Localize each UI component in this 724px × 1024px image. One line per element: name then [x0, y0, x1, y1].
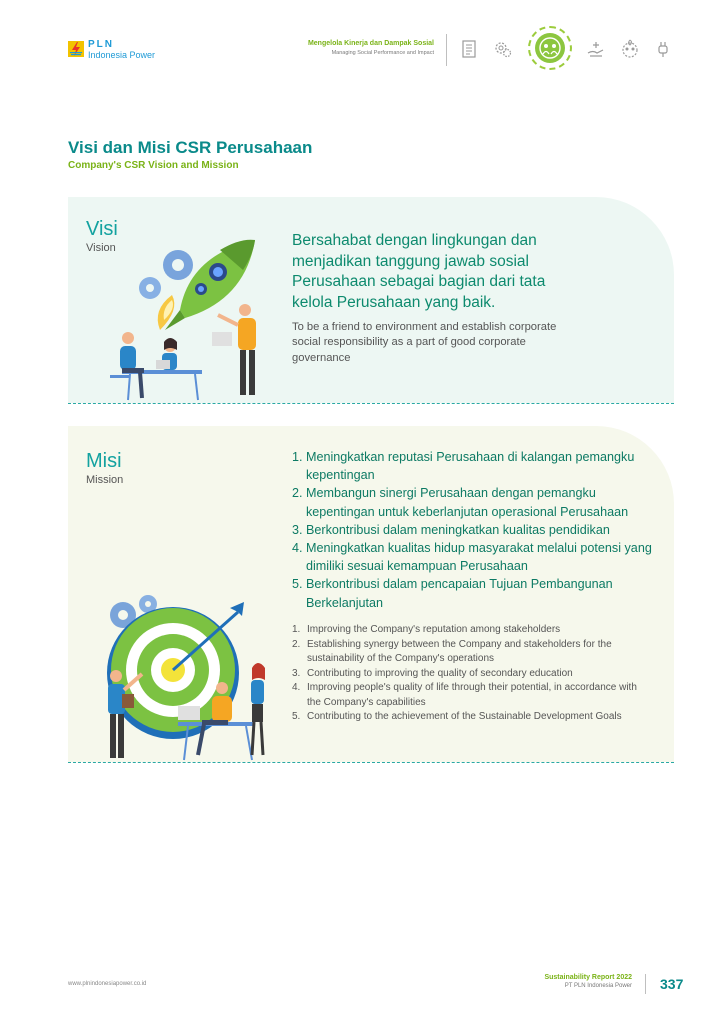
page-title: Visi dan Misi CSR Perusahaan: [68, 138, 313, 157]
mission-divider: [68, 762, 674, 763]
chapter-heading: [308, 40, 434, 56]
list-item: 5. Contributing to the achievement of the Sustainable Development Goals: [292, 711, 622, 722]
company-name: PT PLN Indonesia Power: [564, 983, 632, 989]
rocket-team-illustration: [100, 210, 280, 405]
vision-label-en: Vision: [86, 242, 116, 254]
list-item: 1. Improving the Company's reputation among stakeholders: [292, 624, 561, 635]
chapter-title-id: Mengelola Kinerja dan Dampak Sosial: [307, 40, 434, 47]
list-item: 5. Berkontribusi dalam pencapaian Tujuan Pembangunan Berkelanjutan: [292, 577, 613, 610]
list-item: 2. Establishing synergy between the Company and stakeholders for the sustainability of the Company's operations: [292, 638, 612, 664]
logo-name: PLN: [88, 39, 114, 50]
target-team-illustration: [98, 590, 278, 765]
vision-text-en: To be a friend to environment and establish corporate social responsibility as a part of good corporate governance: [292, 321, 557, 364]
company-logo: [68, 40, 155, 60]
community-icon[interactable]: [528, 26, 572, 70]
report-title: Sustainability Report 2022: [544, 974, 632, 981]
list-item: 3. Contributing to improving the quality of secondary education: [292, 667, 573, 679]
footer-url: www.plnindonesiapower.co.id: [68, 981, 147, 987]
gears-icon[interactable]: [492, 38, 514, 60]
header-divider: [446, 34, 447, 66]
logo-subname: Indonesia Power: [88, 50, 156, 60]
list-item: 3. Berkontribusi dalam meningkatkan kualitas pendidikan: [292, 522, 610, 537]
footer-divider: [645, 974, 646, 994]
list-item: 1. Meningkatkan reputasi Perusahaan di kalangan pemangku kepentingan: [292, 450, 635, 483]
vision-divider: [68, 403, 674, 404]
mission-label: Misi: [86, 450, 122, 472]
list-item: 4. Improving people's quality of life through their potential, in accordance with the Company's capabilities: [292, 682, 637, 708]
page-number: 337: [660, 976, 684, 992]
mission-label-en: Mission: [86, 474, 124, 486]
people-leaf-icon[interactable]: [619, 38, 641, 60]
mission-list-en: [292, 623, 642, 725]
plug-leaf-icon[interactable]: [652, 38, 674, 60]
chapter-title-en: Managing Social Performance and Impact: [331, 50, 434, 56]
lightning-logo-icon: [68, 41, 84, 57]
footer-report-info: [544, 974, 632, 989]
list-item: 2. Membangun sinergi Perusahaan dengan pemangku kepentingan untuk keberlanjutan operasional Perusahaan: [292, 486, 629, 519]
vision-label: Visi: [86, 218, 118, 240]
document-icon[interactable]: [458, 38, 480, 60]
page-subtitle: Company's CSR Vision and Mission: [68, 160, 239, 171]
hand-care-icon[interactable]: [585, 38, 607, 60]
list-item: 4. Meningkatkan kualitas hidup masyarakat melalui potensi yang dimiliki sesuai kemampuan Perusahaan: [292, 541, 652, 574]
mission-list-id: [292, 448, 662, 612]
vision-text-id: Bersahabat dengan lingkungan dan menjadikan tanggung jawab sosial Perusahaan sebagai bagian dari tata kelola Perusahaan yang baik.: [292, 232, 546, 311]
